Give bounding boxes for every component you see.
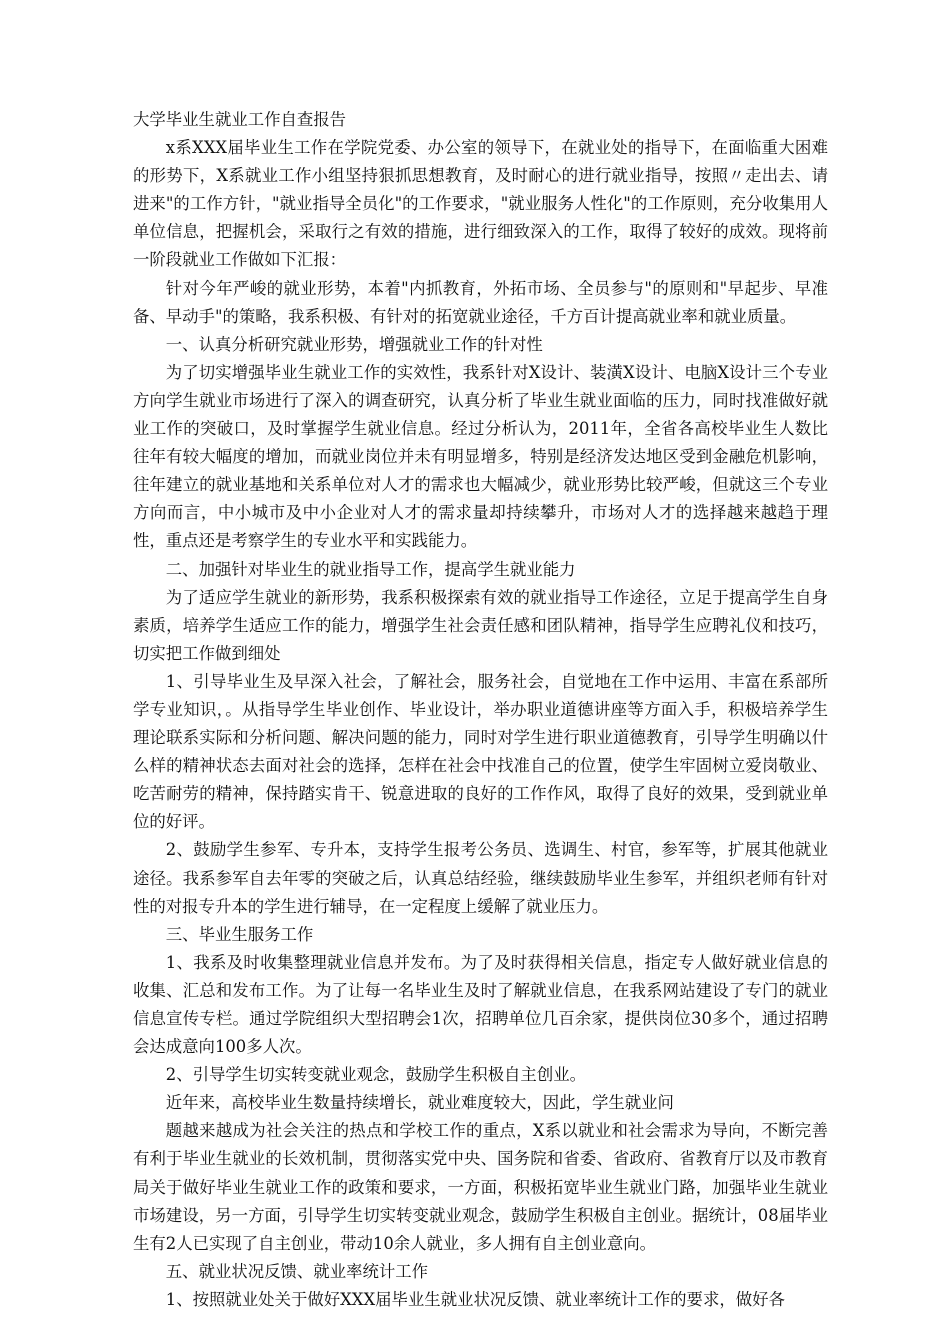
trend-paragraph-start: 近年来，高校毕业生数量持续增长，就业难度较大，因此，学生就业问 — [165, 1093, 674, 1113]
document-title: 大学毕业生就业工作自查报告 — [133, 110, 347, 129]
trend-paragraph-continued: 题越来越成为社会关注的热点和学校工作的重点，X系以就业和社会需求为导向，不断完善有利于毕业生就业的长效机制，贯彻落实党中央、国务院和省委、省政府、省教育厅以及市教育局关于做好毕业生就业工作的政策和要求，一方面，积极拓宽毕业生就业门路，加强毕业生就业市场建设，另一方面，引导学生切实转变就业观念，鼓励学生积极自主创业。据统计，08届毕业生有2人已实现了自主创业，带动10余人就业，多人拥有自主创业意向。 — [133, 1121, 828, 1253]
analysis-paragraph: 为了切实增强毕业生就业工作的实效性，我系针对X设计、装潢X设计、电脑X设计三个专业方向学生就业市场进行了深入的调查研究，认真分析了毕业生就业面临的压力，同时找准做好就业工作的突破口，及时掌握学生就业信息。经过分析认为，2011年，全省各高校毕业生人数比往年有较大幅度的增加，而就业岗位并未有明显增多，特别是经济发达地区受到金融危机影响，往年建立的就业基地和关系单位对人才的需求也大幅减少，就业形势比较严峻，但就这三个专业方向而言，中小城市及中小企业对人才的需求量却持续攀升，市场对人才的选择越来越趋于理性，重点还是考察学生的专业水平和实践能力。 — [133, 362, 828, 551]
guidance-item-1: 1、引导毕业生及早深入社会，了解社会，服务社会，自觉地在工作中运用、丰富在系部所学专业知识，。从指导学生毕业创作、毕业设计，举办职业道德讲座等方面入手，积极培养学生理论联系实际和分析问题、解决问题的能力，同时对学生进行职业道德教育，引导学生明确以什么样的精神状态去面对社会的选择，怎样在社会中找准自己的位置，使学生牢固树立爱岗敬业、吃苦耐劳的精神，保持踏实肯干、锐意进取的良好的工作作风，取得了良好的效果，受到就业单位的好评。 — [133, 671, 828, 832]
service-item-2: 2、引导学生切实转变就业观念，鼓励学生积极自主创业。 — [165, 1065, 586, 1085]
policy-paragraph: 针对今年严峻的就业形势，本着"内抓教育，外拓市场、全员参与"的原则和"早起步、早准备、早动手"的策略，我系积极、有针对的拓宽就业途径，千方百计提高就业率和就业质量。 — [133, 278, 828, 326]
guidance-paragraph: 为了适应学生就业的新形势，我系积极探索有效的就业指导工作途径，立足于提高学生自身素质，培养学生适应工作的能力，增强学生社会责任感和团队精神，指导学生应聘礼仪和技巧，切实把工作做到细处 — [133, 587, 828, 663]
section-heading-3: 三、毕业生服务工作 — [165, 924, 314, 944]
section-heading-5: 五、就业状况反馈、就业率统计工作 — [165, 1261, 429, 1281]
section-heading-2: 二、加强针对毕业生的就业指导工作，提高学生就业能力 — [165, 559, 576, 579]
statistics-item-1: 1、按照就业处关于做好XXX届毕业生就业状况反馈、就业率统计工作的要求，做好各 — [165, 1289, 785, 1309]
intro-paragraph: x系XXX届毕业生工作在学院党委、办公室的领导下，在就业处的指导下，在面临重大困难的形势下，X系就业工作小组坚持狠抓思想教育，及时耐心的进行就业指导，按照〃走出去、请进来"的工作方针，"就业指导全员化"的工作要求，"就业服务人性化"的工作原则，充分收集用人单位信息，把握机会，采取行之有效的措施，进行细致深入的工作，取得了较好的成效。现将前一阶段就业工作做如下汇报： — [133, 138, 828, 270]
service-item-1: 1、我系及时收集整理就业信息并发布。为了及时获得相关信息，指定专人做好就业信息的收集、汇总和发布工作。为了让每一名毕业生及时了解就业信息，在我系网站建设了专门的就业信息宣传专栏。通过学院组织大型招聘会1次，招聘单位几百余家，提供岗位30多个，通过招聘会达成意向100多人次。 — [133, 952, 828, 1057]
guidance-item-2: 2、鼓励学生参军、专升本，支持学生报考公务员、选调生、村官，参军等，扩展其他就业途径。我系参军自去年零的突破之后，认真总结经验，继续鼓励毕业生参军，并组织老师有针对性的对报专升本的学生进行辅导，在一定程度上缓解了就业压力。 — [133, 840, 828, 916]
document-page — [133, 106, 828, 1314]
section-heading-1: 一、认真分析研究就业形势，增强就业工作的针对性 — [165, 334, 543, 354]
